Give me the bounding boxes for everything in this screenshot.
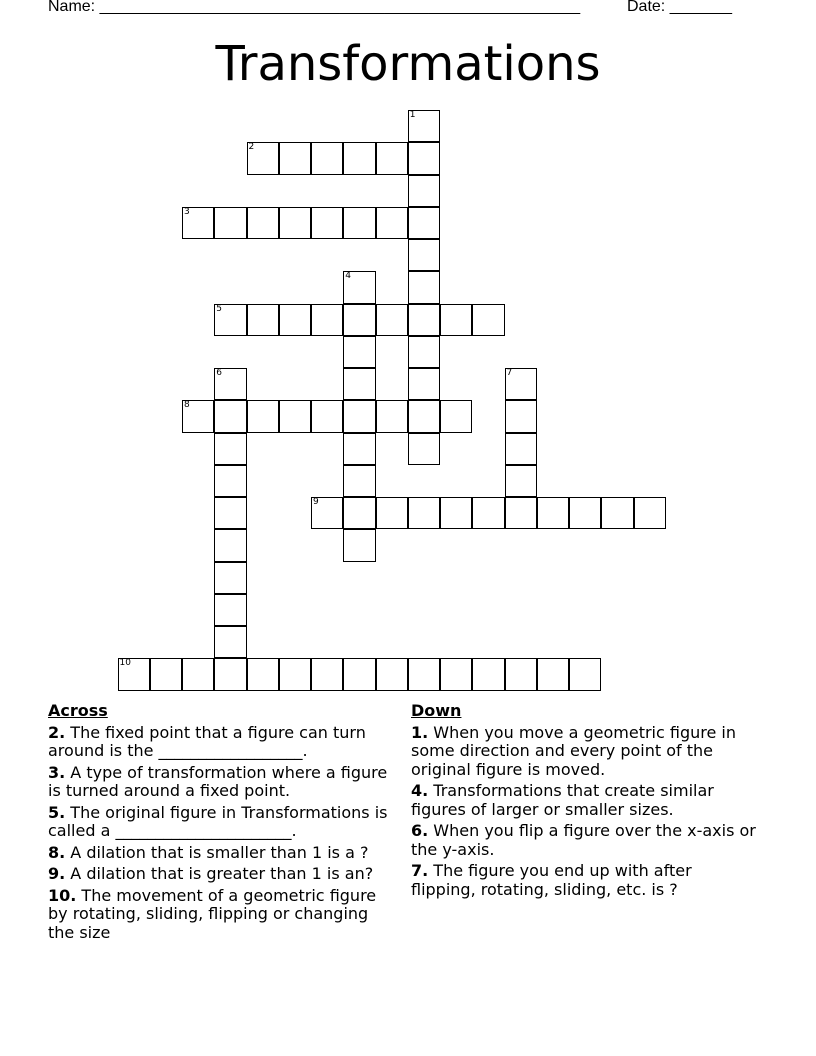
across-clue — [48, 844, 398, 863]
crossword-cell[interactable] — [505, 497, 537, 529]
clue-number: 2. — [48, 722, 66, 742]
crossword-cell[interactable] — [279, 658, 311, 690]
clue-number: 9. — [48, 864, 66, 883]
crossword-cell[interactable] — [311, 304, 343, 336]
across-clue — [48, 804, 398, 841]
crossword-cell[interactable] — [440, 497, 472, 529]
crossword-cell[interactable] — [505, 658, 537, 690]
clue-text: The figure you end up with after flipping, rotating, sliding, etc. is ? — [411, 861, 692, 899]
crossword-cell[interactable] — [376, 304, 408, 336]
crossword-cell[interactable] — [311, 497, 343, 529]
crossword-cell[interactable] — [440, 658, 472, 690]
clue-number-label: 3 — [184, 206, 190, 217]
crossword-cell[interactable] — [505, 433, 537, 465]
down-clue — [411, 782, 756, 819]
crossword-cell[interactable] — [214, 626, 246, 658]
crossword-cell[interactable] — [214, 529, 246, 561]
clue-number: 4. — [411, 781, 429, 800]
crossword-cell[interactable] — [343, 336, 375, 368]
crossword-cell[interactable] — [408, 497, 440, 529]
clue-number: 6. — [411, 821, 429, 840]
down-clue — [411, 724, 756, 780]
clue-number-label: 7 — [506, 368, 513, 378]
crossword-cell[interactable] — [408, 304, 440, 336]
crossword-cell[interactable] — [569, 497, 601, 529]
clue-number: 7. — [411, 861, 429, 880]
crossword-cell[interactable] — [247, 207, 279, 239]
crossword-cell[interactable] — [472, 658, 504, 690]
crossword-cell[interactable] — [408, 433, 440, 465]
clue-number-label: 10 — [119, 658, 131, 669]
crossword-cell[interactable] — [279, 142, 311, 174]
clue-number-label: 9 — [313, 497, 319, 507]
crossword-cell[interactable] — [311, 658, 343, 690]
across-clue — [48, 724, 398, 761]
crossword-cell[interactable] — [311, 400, 343, 432]
crossword-cell[interactable] — [214, 433, 246, 465]
clue-text: When you move a geometric figure in some direction and every point of the original figure is moved. — [411, 722, 736, 779]
crossword-cell[interactable] — [569, 658, 601, 690]
across-clue — [48, 764, 398, 801]
crossword-cell[interactable] — [408, 271, 440, 303]
clue-number: 8. — [48, 842, 66, 862]
crossword-cell[interactable] — [311, 207, 343, 239]
crossword-cell[interactable] — [408, 336, 440, 368]
down-clues — [411, 702, 756, 902]
crossword-cell[interactable] — [343, 304, 375, 336]
clue-text: The original figure in Transformations is called a ______________________. — [48, 802, 388, 840]
crossword-cell[interactable] — [505, 368, 537, 400]
crossword-cell[interactable] — [601, 497, 633, 529]
crossword-cell[interactable] — [343, 465, 375, 497]
down-heading: Down — [411, 701, 462, 720]
name-field[interactable]: Name: ______________________________________________________ — [48, 0, 581, 15]
crossword-cell[interactable] — [247, 400, 279, 432]
crossword-cell[interactable] — [440, 400, 472, 432]
crossword-cell[interactable] — [214, 207, 246, 239]
crossword-cell[interactable] — [214, 304, 246, 336]
crossword-cell[interactable] — [376, 142, 408, 174]
crossword-cell[interactable] — [311, 142, 343, 174]
clue-text: The movement of a geometric figure by rotating, sliding, flipping or changing the size — [48, 885, 377, 942]
crossword-cell[interactable] — [440, 304, 472, 336]
crossword-cell[interactable] — [376, 207, 408, 239]
page-title: Transformations — [215, 36, 601, 92]
crossword-cell[interactable] — [247, 304, 279, 336]
date-field[interactable]: Date: _______ — [627, 0, 732, 15]
crossword-cell[interactable] — [505, 465, 537, 497]
clue-number-label: 1 — [409, 110, 416, 120]
crossword-cell[interactable] — [408, 142, 440, 174]
crossword-cell[interactable] — [279, 207, 311, 239]
crossword-cell[interactable] — [279, 400, 311, 432]
crossword-cell[interactable] — [182, 400, 214, 432]
crossword-cell[interactable] — [343, 529, 375, 561]
crossword-cell[interactable] — [408, 175, 440, 207]
crossword-cell[interactable] — [214, 400, 246, 432]
clue-text: When you flip a figure over the x-axis or the y-axis. — [411, 821, 756, 859]
clue-number-label: 5 — [216, 303, 222, 314]
clue-text: A dilation that is greater than 1 is an? — [65, 864, 374, 883]
clue-number: 10. — [48, 885, 77, 905]
clue-text: The fixed point that a figure can turn around is the __________________. — [48, 722, 366, 760]
crossword-cell[interactable] — [182, 207, 214, 239]
crossword-cell[interactable] — [343, 497, 375, 529]
crossword-cell[interactable] — [182, 658, 214, 690]
crossword-cell[interactable] — [376, 497, 408, 529]
clue-number: 5. — [48, 802, 66, 822]
crossword-cell[interactable] — [343, 142, 375, 174]
crossword-cell[interactable] — [343, 433, 375, 465]
clue-number-label: 8 — [184, 400, 190, 411]
crossword-cell[interactable] — [634, 497, 666, 529]
crossword-cell[interactable] — [408, 400, 440, 432]
across-clue — [48, 887, 398, 943]
crossword-cell[interactable] — [408, 658, 440, 690]
crossword-cell[interactable] — [247, 658, 279, 690]
crossword-cell[interactable] — [472, 497, 504, 529]
crossword-cell[interactable] — [214, 465, 246, 497]
clue-text: Transformations that create similar figures of larger or smaller sizes. — [411, 781, 714, 819]
crossword-cell[interactable] — [408, 110, 440, 142]
crossword-cell[interactable] — [376, 400, 408, 432]
clue-text: A dilation that is smaller than 1 is a ? — [65, 842, 369, 862]
crossword-cell[interactable] — [118, 658, 150, 690]
crossword-cell[interactable] — [214, 594, 246, 626]
clue-number: 3. — [48, 762, 66, 782]
crossword-cell[interactable] — [537, 497, 569, 529]
down-clue — [411, 862, 756, 899]
crossword-cell[interactable] — [279, 304, 311, 336]
clue-number-label: 2 — [248, 142, 255, 153]
crossword-cell[interactable] — [150, 658, 182, 690]
crossword-cell[interactable] — [343, 658, 375, 690]
crossword-cell[interactable] — [472, 304, 504, 336]
crossword-cell[interactable] — [247, 142, 279, 174]
crossword-cell[interactable] — [343, 271, 375, 303]
across-clue — [48, 865, 398, 884]
across-clues — [48, 702, 398, 945]
across-heading: Across — [48, 701, 108, 720]
clue-number-label: 4 — [345, 271, 351, 282]
crossword-cell[interactable] — [408, 207, 440, 239]
crossword-cell[interactable] — [408, 239, 440, 271]
crossword-cell[interactable] — [537, 658, 569, 690]
clue-number: 1. — [411, 722, 429, 742]
crossword-cell[interactable] — [505, 400, 537, 432]
crossword-cell[interactable] — [408, 368, 440, 400]
crossword-cell[interactable] — [343, 368, 375, 400]
crossword-cell[interactable] — [214, 497, 246, 529]
crossword-cell[interactable] — [214, 562, 246, 594]
crossword-cell[interactable] — [343, 207, 375, 239]
crossword-cell[interactable] — [214, 658, 246, 690]
crossword-cell[interactable] — [214, 368, 246, 400]
crossword-cell[interactable] — [343, 400, 375, 432]
clue-number-label: 6 — [216, 368, 222, 378]
clue-text: A type of transformation where a figure is turned around a fixed point. — [48, 762, 388, 800]
crossword-cell[interactable] — [376, 658, 408, 690]
down-clue — [411, 822, 756, 859]
